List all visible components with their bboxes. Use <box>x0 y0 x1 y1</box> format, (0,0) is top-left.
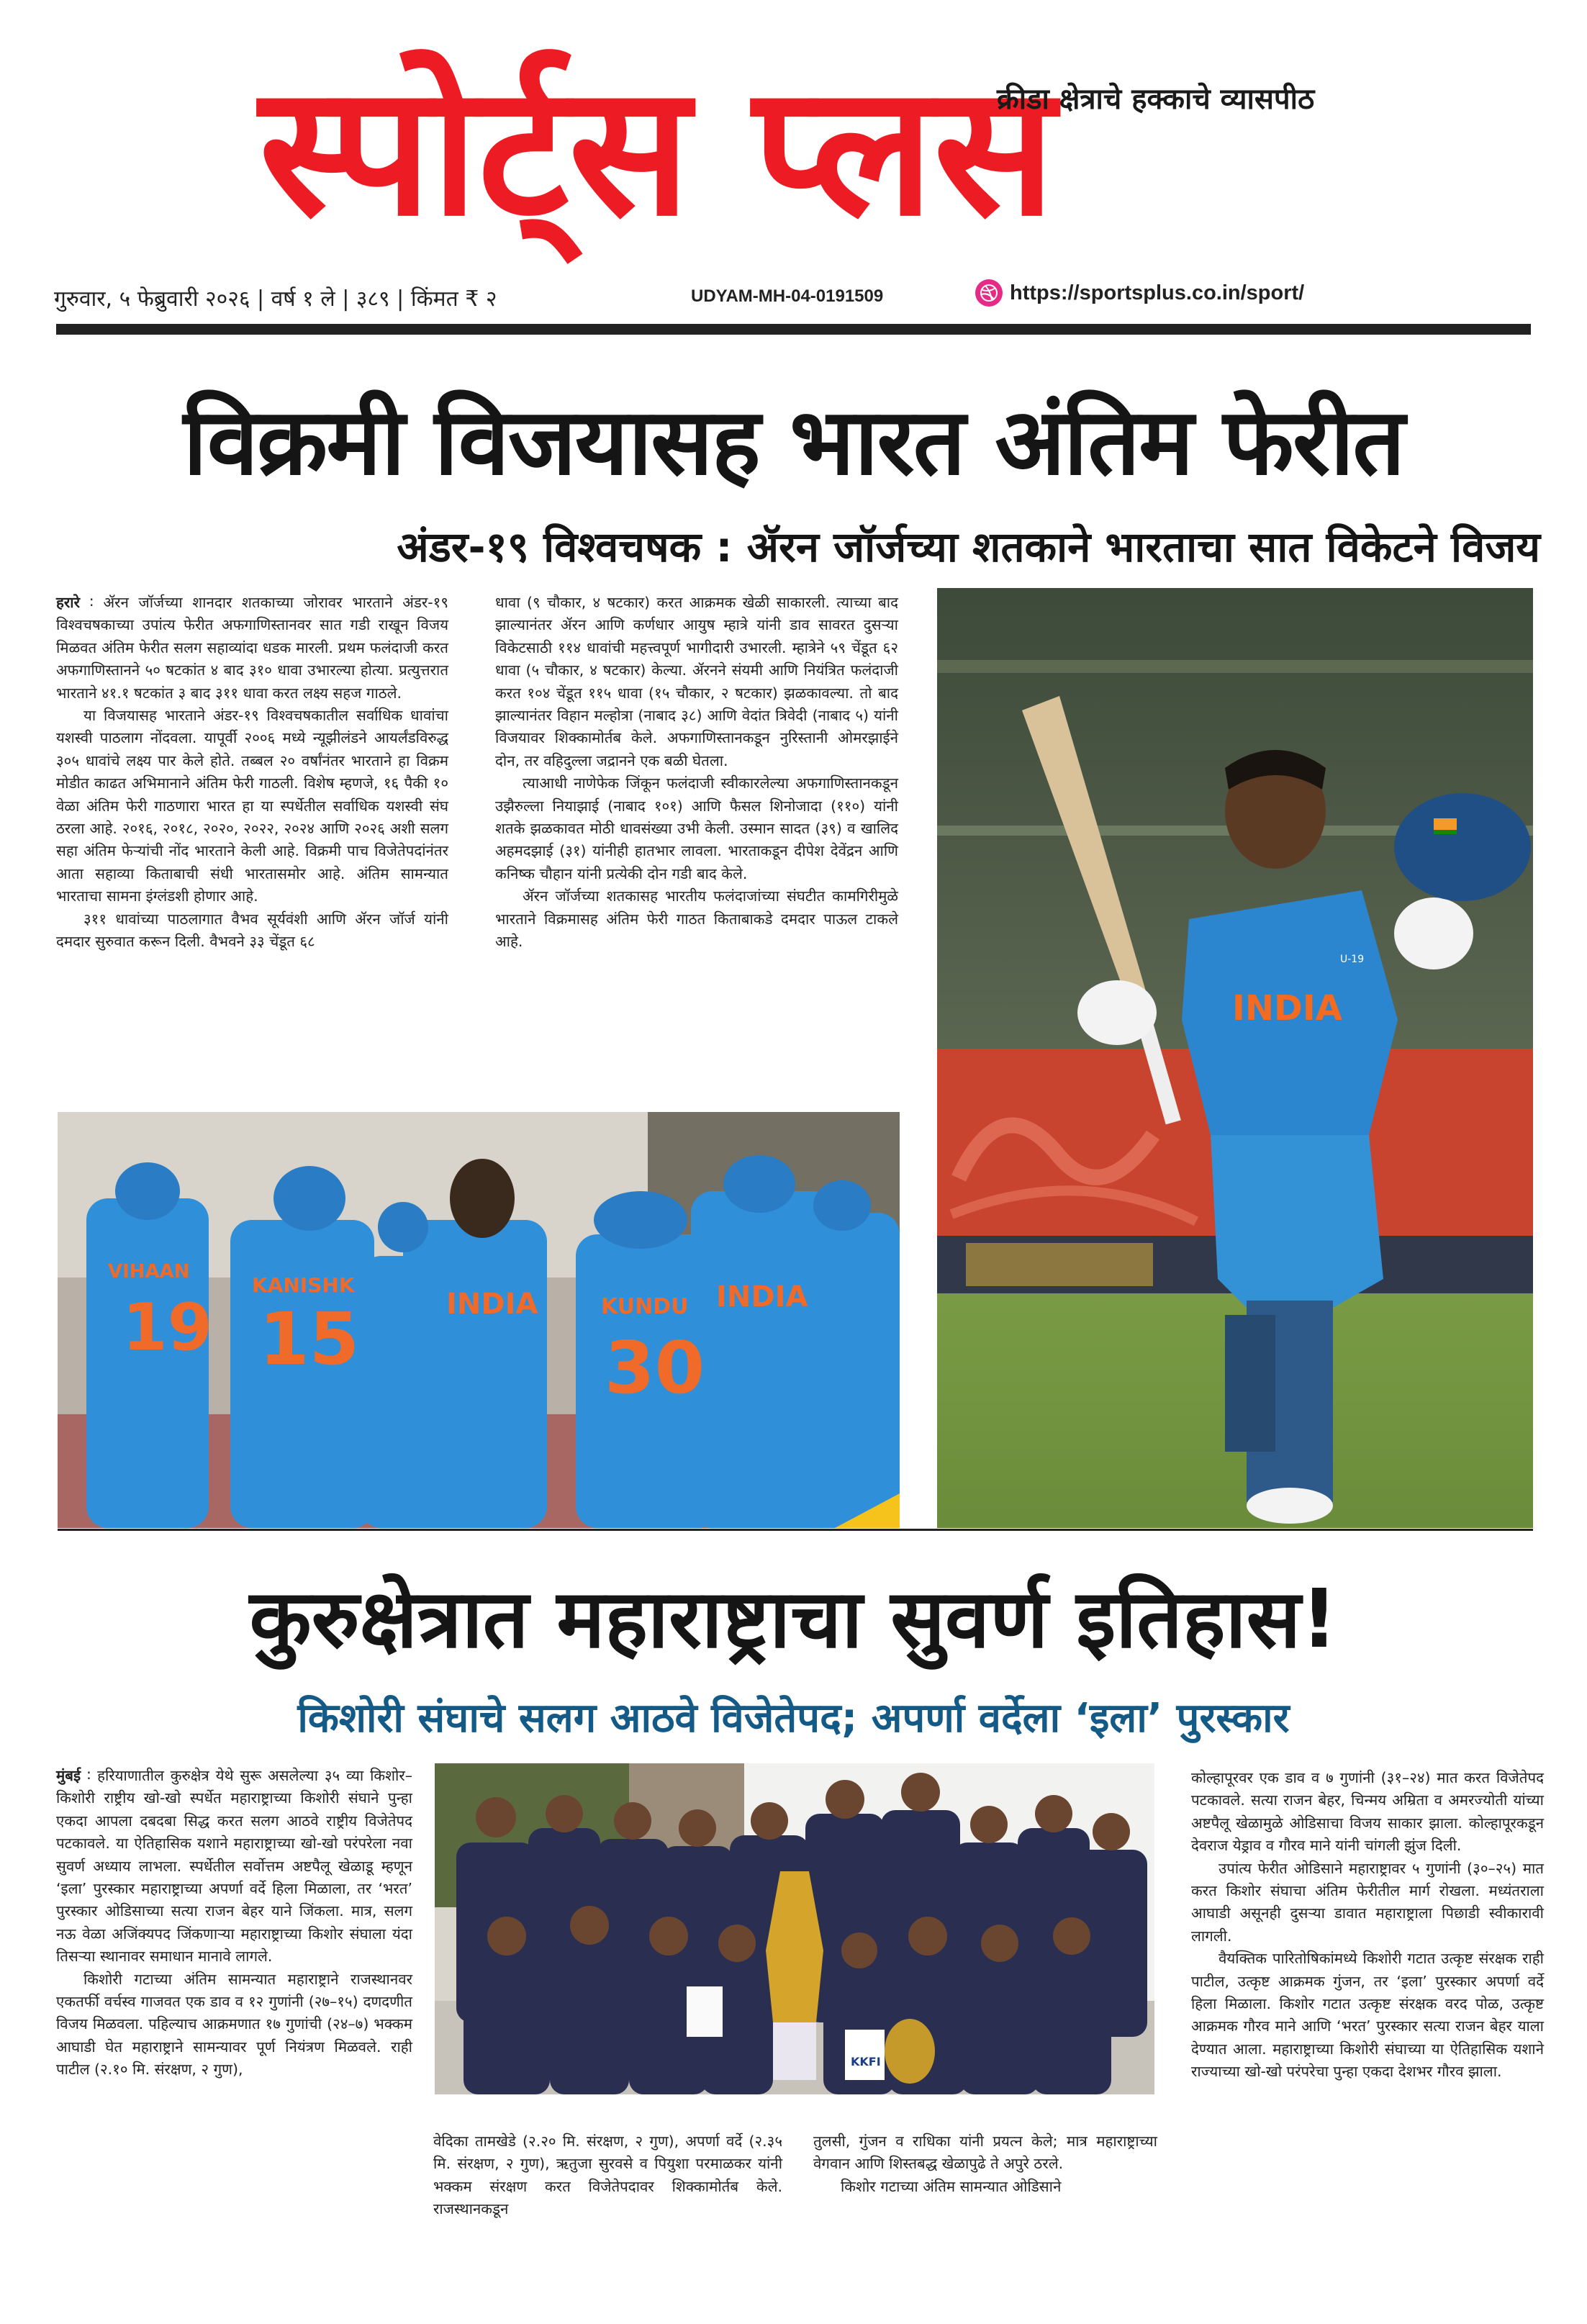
story2-column-1 <box>56 1765 412 2081</box>
story1-paragraph: ॲरन जॉर्जच्या शतकासह भारतीय फलंदाजांच्या संघटीत कामगिरीमुळे भारताने विक्रमासह अंतिम फेरी गाठत किताबाकडे दमदार पाऊल टाकले आहे. <box>495 887 898 951</box>
website-link[interactable] <box>975 279 1304 307</box>
jersey-name: KUNDU <box>601 1294 689 1319</box>
story2-column-3 <box>813 2130 1157 2198</box>
story2-paragraph: वेदिका तामखेडे (२.२० मि. संरक्षण, २ गुण), अपर्णा वर्दे (२.३५ मि. संरक्षण, २ गुण), ऋतुजा सुरवसे व पियुशा परमाळकर यांनी भक्कम संरक्षण करत विजेतेपदावर शिक्कामोर्तब केले. राजस्थानकडून <box>433 2133 782 2218</box>
jersey-number: 15 <box>259 1297 360 1381</box>
story1-paragraph: हरारे ∶ ॲरन जॉर्जच्या शानदार शतकाच्या जोरावर भारताने अंडर-१९ विश्वचषकाच्या उपांत्य फेरीत अफगाणिस्तानवर सात गडी राखून विजय मिळवत अंतिम फेरीत सलग सहाव्यांदा धडक मारली. प्रथम फलंदाजी करत अफगाणिस्तानने ५० षटकांत ४ बाद ३१० धावा उभारल्या होत्या. प्रत्युत्तरात भारताने ४१.१ षटकांत ३ बाद ३११ धावा करत लक्ष्य सहज गाठले. <box>56 594 448 702</box>
story1-paragraph: धावा (९ चौकार, ४ षटकार) करत आक्रमक खेळी साकारली. त्याच्या बाद झाल्यानंतर ॲरन आणि कर्णधार आयुष म्हात्रे यांनी डाव सावरत दुसऱ्या विकेटसाठी ११४ धावांची महत्त्वपूर्ण भागीदारी उभारली. म्हात्रेने ५९ चेंडूत ६२ धावा (५ चौकार, ४ षटकार) केल्या. ॲरनने संयमी आणि नियंत्रित फलंदाजी करत १०४ चेंडूत ११५ धावा (१५ चौकार, २ षटकार) झळकावल्या. तो बाद झाल्यानंतर विहान मल्होत्रा (नाबाद ३८) आणि वेदांत त्रिवेदी (नाबाद ५) यांनी विजयावर शिक्कामोर्तब केले. अफगाणिस्तानकडून नुरिस्तानी ओमरझाईने दोन, तर वहिदुल्ला जद्रानने एक बळी घेतला. <box>495 594 898 769</box>
team-huddle-photo <box>58 1112 900 1528</box>
section-rule <box>58 1529 1533 1531</box>
jersey-name: VIHAAN <box>108 1261 190 1283</box>
kkfi-plaque-text: KKFI <box>851 2055 881 2068</box>
story1-column-1 <box>56 592 448 954</box>
story2-paragraph: वैयक्तिक पारितोषिकांमध्ये किशोरी गटात उत्कृष्ट संरक्षक राही पाटील, उत्कृष्ट आक्रमक गुंजन, तर ‘इला’ पुरस्कार अपर्णा वर्दे हिला मिळाला. किशोर गटात उत्कृष्ट संरक्षक वरद पोळ, उत्कृष्ट आक्रमक गौरव माने आणि ‘भरत’ पुरस्कार सत्या राजन बेहर याला देण्यात आला. महाराष्ट्राच्या किशोरी संघाच्या या ऐतिहासिक यशाने राज्याच्या खो-खो परंपरेचा पुन्हा एकदा देशभर गौरव झाला. <box>1191 1950 1544 2081</box>
story2-text: हरियाणातील कुरुक्षेत्र येथे सुरू असलेल्या ३५ व्या किशोर–किशोरी राष्ट्रीय खो-खो स्पर्धेत महाराष्ट्राच्या किशोरी संघाने पुन्हा एकदा आपला दबदबा सिद्ध करत सलग आठवे राष्ट्रीय विजेतेपद पटकावले. या ऐतिहासिक यशाने महाराष्ट्राच्या खो-खो परंपरेला नवा सुवर्ण अध्याय लाभला. स्पर्धेतील सर्वोत्तम अष्टपैलू खेळाडू म्हणून ‘इला’ पुरस्कार महाराष्ट्राच्या अपर्णा वर्दे हिला मिळाला, तर ‘भरत’ पुरस्कार ओडिसाच्या सत्या राजन बेहर याने जिंकला. मात्र, सलग नऊ वेळा अजिंक्यपद जिंकणाऱ्या महाराष्ट्राच्या किशोर संघाला यंदा तिसऱ्या स्थानावर समाधान मानावे लागले. <box>56 1767 413 1966</box>
story2-paragraph: तुलसी, गुंजन व राधिका यांनी प्रयत्न केले; मात्र महाराष्ट्राच्या वेगवान आणि शिस्तबद्ध खेळापुढे ते अपुरे ठरले. <box>813 2133 1157 2173</box>
story1-paragraph: ३११ धावांच्या पाठलागात वैभव सूर्यवंशी आणि ॲरन जॉर्ज यांनी दमदार सुरुवात करून दिली. वैभवने ३३ चेंडूत ६८ <box>56 910 448 951</box>
story1-text: ॲरन जॉर्जच्या शानदार शतकाच्या जोरावर भारताने अंडर-१९ विश्वचषकाच्या उपांत्य फेरीत अफगाणिस्तानवर सात गडी राखून विजय मिळवत अंतिम फेरीत सलग सहाव्यांदा धडक मारली. प्रथम फलंदाजी करत अफगाणिस्तानने ५० षटकांत ४ बाद ३१० धावा उभारल्या होत्या. प्रत्युत्तरात भारताने ४१.१ षटकांत ३ बाद ३११ धावा करत लक्ष्य सहज गाठले. <box>56 594 448 702</box>
batter-jersey-text: INDIA <box>1232 988 1342 1028</box>
registration-number: UDYAM-MH-04-0191509 <box>691 286 884 306</box>
masthead-logo: स्पोर्ट्स प्लस <box>259 46 1056 256</box>
story1-paragraph: त्याआधी नाणेफेक जिंकून फलंदाजी स्वीकारलेल्या अफगाणिस्तानकडून उझैरुल्ला नियाझाई (नाबाद १०१) आणि फैसल शिनोजादा (११०) यांनी शतके झळकावत मोठी धावसंख्या उभी केली. उस्मान सादत (३९) व खालिद अहमदझाई (३१) यांनीही हातभार लावला. भारताकडून दीपेश देवेंद्रन आणि कनिष्क चौहान यांनी प्रत्येकी दोन गडी बाद केले. <box>495 774 898 882</box>
story2-paragraph: मुंबई ∶ हरियाणातील कुरुक्षेत्र येथे सुरू असलेल्या ३५ व्या किशोर–किशोरी राष्ट्रीय खो-खो स्पर्धेत महाराष्ट्राच्या किशोरी संघाने पुन्हा एकदा आपला दबदबा सिद्ध करत सलग आठवे राष्ट्रीय विजेतेपद पटकावले. या ऐतिहासिक यशाने महाराष्ट्राच्या खो-खो परंपरेला नवा सुवर्ण अध्याय लाभला. स्पर्धेतील सर्वोत्तम अष्टपैलू खेळाडू म्हणून ‘इला’ पुरस्कार महाराष्ट्राच्या अपर्णा वर्दे हिला मिळाला, तर ‘भरत’ पुरस्कार ओडिसाच्या सत्या राजन बेहर याने जिंकला. मात्र, सलग नऊ वेळा अजिंक्यपद जिंकणाऱ्या महाराष्ट्राच्या किशोर संघाला यंदा तिसऱ्या स्थानावर समाधान मानावे लागले. <box>56 1767 413 1966</box>
story2-column-4 <box>1191 1767 1544 2084</box>
story1-subheadline: अंडर-१९ विश्वचषक : ॲरन जॉर्जच्या शतकाने भारताचा सात विकेटने विजय <box>397 523 1540 571</box>
issue-dateline: गुरुवार, ५ फेब्रुवारी २०२६ | वर्ष १ ले | ३८९ | किंमत ₹ २ <box>54 286 497 312</box>
story2-dateline: मुंबई <box>56 1767 81 1784</box>
story1-paragraph: या विजयासह भारताने अंडर-१९ विश्वचषकातील सर्वाधिक धावांचा यशस्वी पाठलाग नोंदवला. यापूर्वी २००६ मध्ये न्यूझीलंडने आयर्लंडविरुद्ध ३०५ धावांचे लक्ष्य पार केले होते. तब्बल २० वर्षांनंतर भारताने हा विक्रम मोडीत काढत अभिमानाने अंतिम फेरी गाठली. विशेष म्हणजे, १६ पैकी १० वेळा अंतिम फेरी गाठणारा भारत हा या स्पर्धेतील सर्वाधिक यशस्वी संघ ठरला आहे. २०१६, २०१८, २०२०, २०२२, २०२४ आणि २०२६ अशी सलग सहा अंतिम फेऱ्यांची नोंद भारताने केली आहे. विक्रमी पाच विजेतेपदांनंतर आता सहाव्या किताबाची संधी भारतासमोर आहे. अंतिम सामन्यात भारताचा सामना इंग्लंडशी होणार आहे. <box>56 707 448 905</box>
story2-subheadline: किशोरी संघाचे सलग आठवे विजेतेपद; अपर्णा वर्देला ‘इला’ पुरस्कार <box>297 1695 1290 1742</box>
masthead-tagline: क्रीडा क्षेत्राचे हक्काचे व्यासपीठ <box>997 83 1315 116</box>
story1-headline: विक्रमी विजयासह भारत अंतिम फेरीत <box>183 389 1404 496</box>
batter-celebration-photo <box>937 588 1533 1528</box>
website-url[interactable]: https://sportsplus.co.in/sport/ <box>1010 281 1305 304</box>
batter-badge-text: U-19 <box>1340 954 1365 965</box>
story1-dateline: हरारे <box>56 594 80 611</box>
jersey-text: INDIA <box>716 1280 808 1314</box>
story1-column-2 <box>495 592 898 954</box>
story2-paragraph: उपांत्य फेरीत ओडिसाने महाराष्ट्रावर ५ गुणांनी (३०–२५) मात करत किशोर संघाचा अंतिम फेरीतील मार्ग रोखला. मध्यंतराला आघाडी असूनही दुसऱ्या डावात महाराष्ट्राला पिछाडी स्वीकारावी लागली. <box>1191 1859 1544 1945</box>
story2-paragraph: कोल्हापूरवर एक डाव व ७ गुणांनी (३१–२४) मात करत विजेतेपद पटकावले. सत्या राजन बेहर, चिन्मय अम्रिता व अमरज्योती यांच्या अष्टपैलू खेळामुळे ओडिसाचा विजय साकार झाला. कोल्हापूरकडून देवराज येड्राव व गौरव माने यांनी चांगली झुंज दिली. <box>1191 1769 1544 1855</box>
jersey-text: INDIA <box>446 1288 538 1321</box>
jersey-number: 30 <box>605 1326 705 1410</box>
story2-paragraph: किशोरी गटाच्या अंतिम सामन्यात महाराष्ट्राने राजस्थानवर एकतर्फी वर्चस्व गाजवत एक डाव व १२ गुणांनी (२७–१५) दणदणीत विजय मिळवला. पहिल्याच आक्रमणात १७ गुणांची (२४–७) भक्कम आघाडी घेत महाराष्ट्राने सामन्यावर पूर्ण नियंत्रण मिळवले. राही पाटील (२.१० मि. संरक्षण, २ गुण), <box>56 1970 412 2079</box>
story2-column-2 <box>433 2130 782 2221</box>
dribbble-ball-icon <box>975 279 1003 307</box>
story2-headline: कुरुक्षेत्रात महाराष्ट्राचा सुवर्ण इतिहास! <box>249 1573 1338 1666</box>
masthead-rule <box>56 324 1531 335</box>
story2-paragraph: किशोर गटाच्या अंतिम सामन्यात ओडिसाने <box>841 2177 1062 2195</box>
kho-kho-team-photo <box>435 1763 1154 2094</box>
jersey-number: 19 <box>122 1290 213 1365</box>
jersey-name: KANISHK <box>252 1273 355 1297</box>
